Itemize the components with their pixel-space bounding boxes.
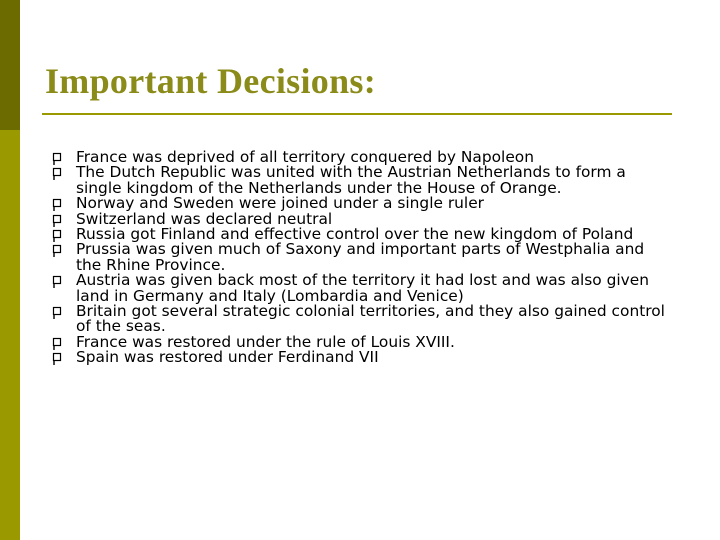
bullet-text: France was deprived of all territory conquered by Napoleon <box>76 148 534 166</box>
bullet-list <box>52 150 672 366</box>
bullet-icon <box>52 198 63 212</box>
bullet-item <box>52 165 672 196</box>
bullet-icon <box>52 352 63 366</box>
sidebar-bar-light <box>0 130 20 540</box>
bullet-text: Norway and Sweden were joined under a single ruler <box>76 194 484 213</box>
bullet-item <box>52 242 672 273</box>
bullet-icon <box>52 214 63 228</box>
sidebar-bar-dark <box>0 0 20 130</box>
bullet-item <box>52 273 672 304</box>
bullet-icon <box>52 337 63 351</box>
bullet-text: Prussia was given much of Saxony and important parts of Westphalia and the Rhine Province. <box>76 240 645 274</box>
bullet-text: Britain got several strategic colonial territories, and they also gained control of the seas. <box>76 302 665 336</box>
bullet-item <box>52 350 672 365</box>
bullet-text: France was restored under the rule of Louis XVIII. <box>76 332 455 351</box>
bullet-icon <box>52 152 63 166</box>
title-underline <box>42 113 672 115</box>
bullet-text: The Dutch Republic was united with the Austrian Netherlands to form a single kingdom of the Netherlands under the House of Orange. <box>76 163 626 197</box>
bullet-text: Spain was restored under Ferdinand VII <box>76 348 379 367</box>
bullet-icon <box>52 306 63 320</box>
bullet-icon <box>52 275 63 289</box>
bullet-text: Russia got Finland and effective control over the new kingdom of Poland <box>76 225 634 244</box>
bullet-icon <box>52 167 63 181</box>
bullet-text: Switzerland was declared neutral <box>76 209 333 228</box>
bullet-icon <box>52 229 63 243</box>
slide-title: Important Decisions: <box>45 61 376 101</box>
bullet-icon <box>52 244 63 258</box>
bullet-item <box>52 304 672 335</box>
bullet-text: Austria was given back most of the territory it had lost and was also given land in Germany and Italy (Lombardia and Venice) <box>76 271 649 305</box>
